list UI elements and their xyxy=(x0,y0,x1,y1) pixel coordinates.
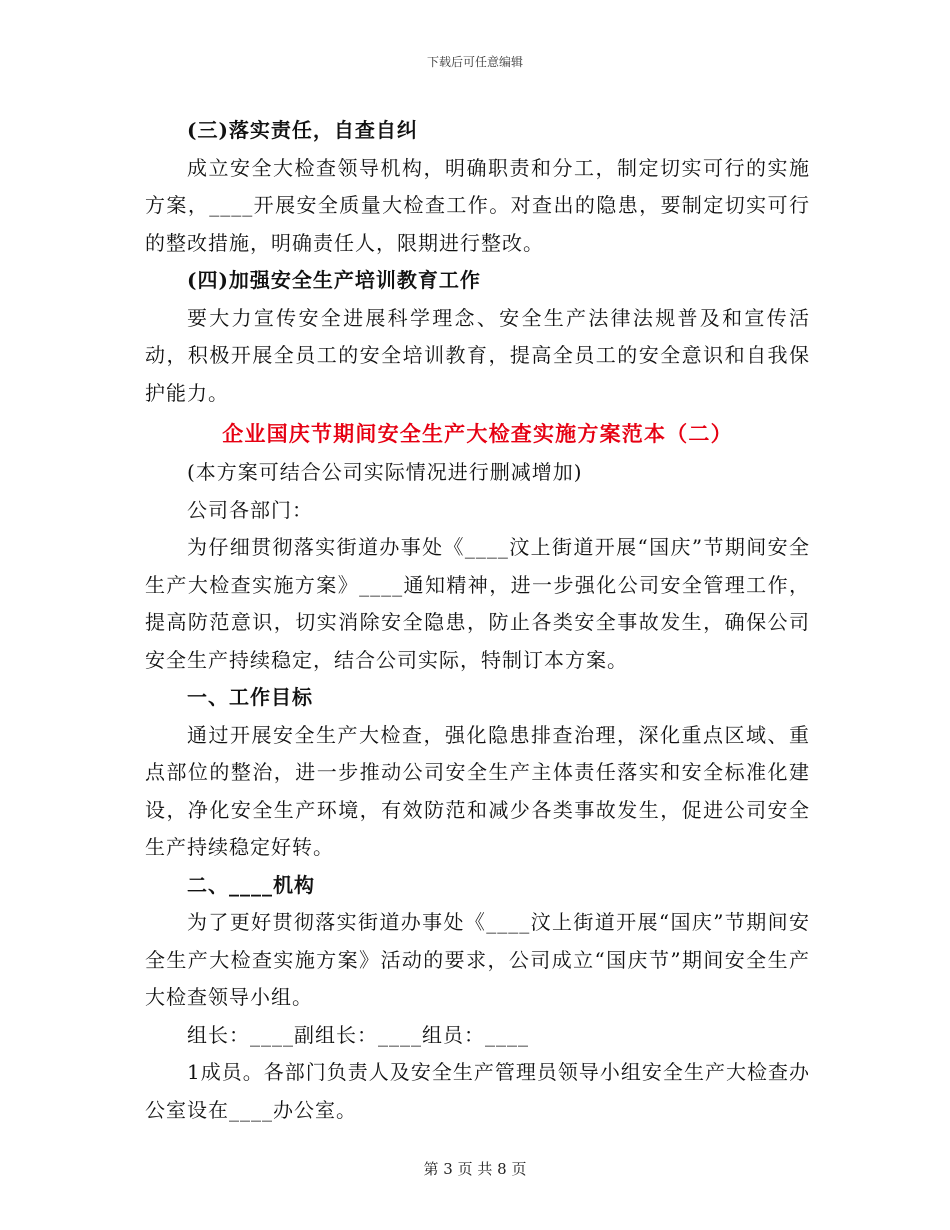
section-heading-3: (三)落实责任，自查自纠 xyxy=(187,118,418,142)
page-header-note: 下载后可任意编辑 xyxy=(426,55,523,69)
document-note: (本方案可结合公司实际情况进行删减增加) xyxy=(187,460,583,484)
org-paragraph: 为了更好贯彻落实街道办事处《____汶上街道开展“国庆”节期间安全生产大检查实施方案》活动的要求，公司成立“国庆节”期间安全生产大检查领导小组。 xyxy=(145,910,810,1009)
section-paragraph-3: 成立安全大检查领导机构，明确职责和分工，制定切实可行的实施方案，____开展安全质量大检查工作。对查出的隐患，要制定切实可行的整改措施，明确责任人，限期进行整改。 xyxy=(145,155,810,255)
document-title: 企业国庆节期间安全生产大检查实施方案范本（二） xyxy=(222,421,733,446)
salutation: 公司各部门： xyxy=(187,497,313,522)
members-line: 组长：____副组长：____组员：____ xyxy=(187,1022,529,1047)
intro-paragraph: 为仔细贯彻落实街道办事处《____汶上街道开展“国庆”节期间安全生产大检查实施方案》____通知精神，进一步强化公司安全管理工作，提高防范意识，切实消除安全隐患，防止各类安全事故发生，确保公司安全生产持续稳定，结合公司实际，特制订本方案。 xyxy=(145,535,810,672)
goal-heading: 一、工作目标 xyxy=(187,685,313,709)
section-heading-4: (四)加强安全生产培训教育工作 xyxy=(187,268,481,292)
org-heading: 二、____机构 xyxy=(187,872,315,897)
goal-paragraph: 通过开展安全生产大检查，强化隐患排查治理，深化重点区域、重点部位的整治，进一步推动公司安全生产主体责任落实和安全标准化建设，净化安全生产环境，有效防范和减少各类事故发生，促进公司安全生产持续稳定好转。 xyxy=(145,722,810,859)
document-body xyxy=(145,112,810,1129)
page-number: 第 3 页 共 8 页 xyxy=(423,1160,527,1178)
section-paragraph-4: 要大力宣传安全进展科学理念、安全生产法律法规普及和宣传活动，积极开展全员工的安全培训教育，提高全员工的安全意识和自我保护能力。 xyxy=(145,305,810,405)
members-note: 1成员。各部门负责人及安全生产管理员领导小组安全生产大检查办公室设在____办公室。 xyxy=(145,1060,810,1122)
